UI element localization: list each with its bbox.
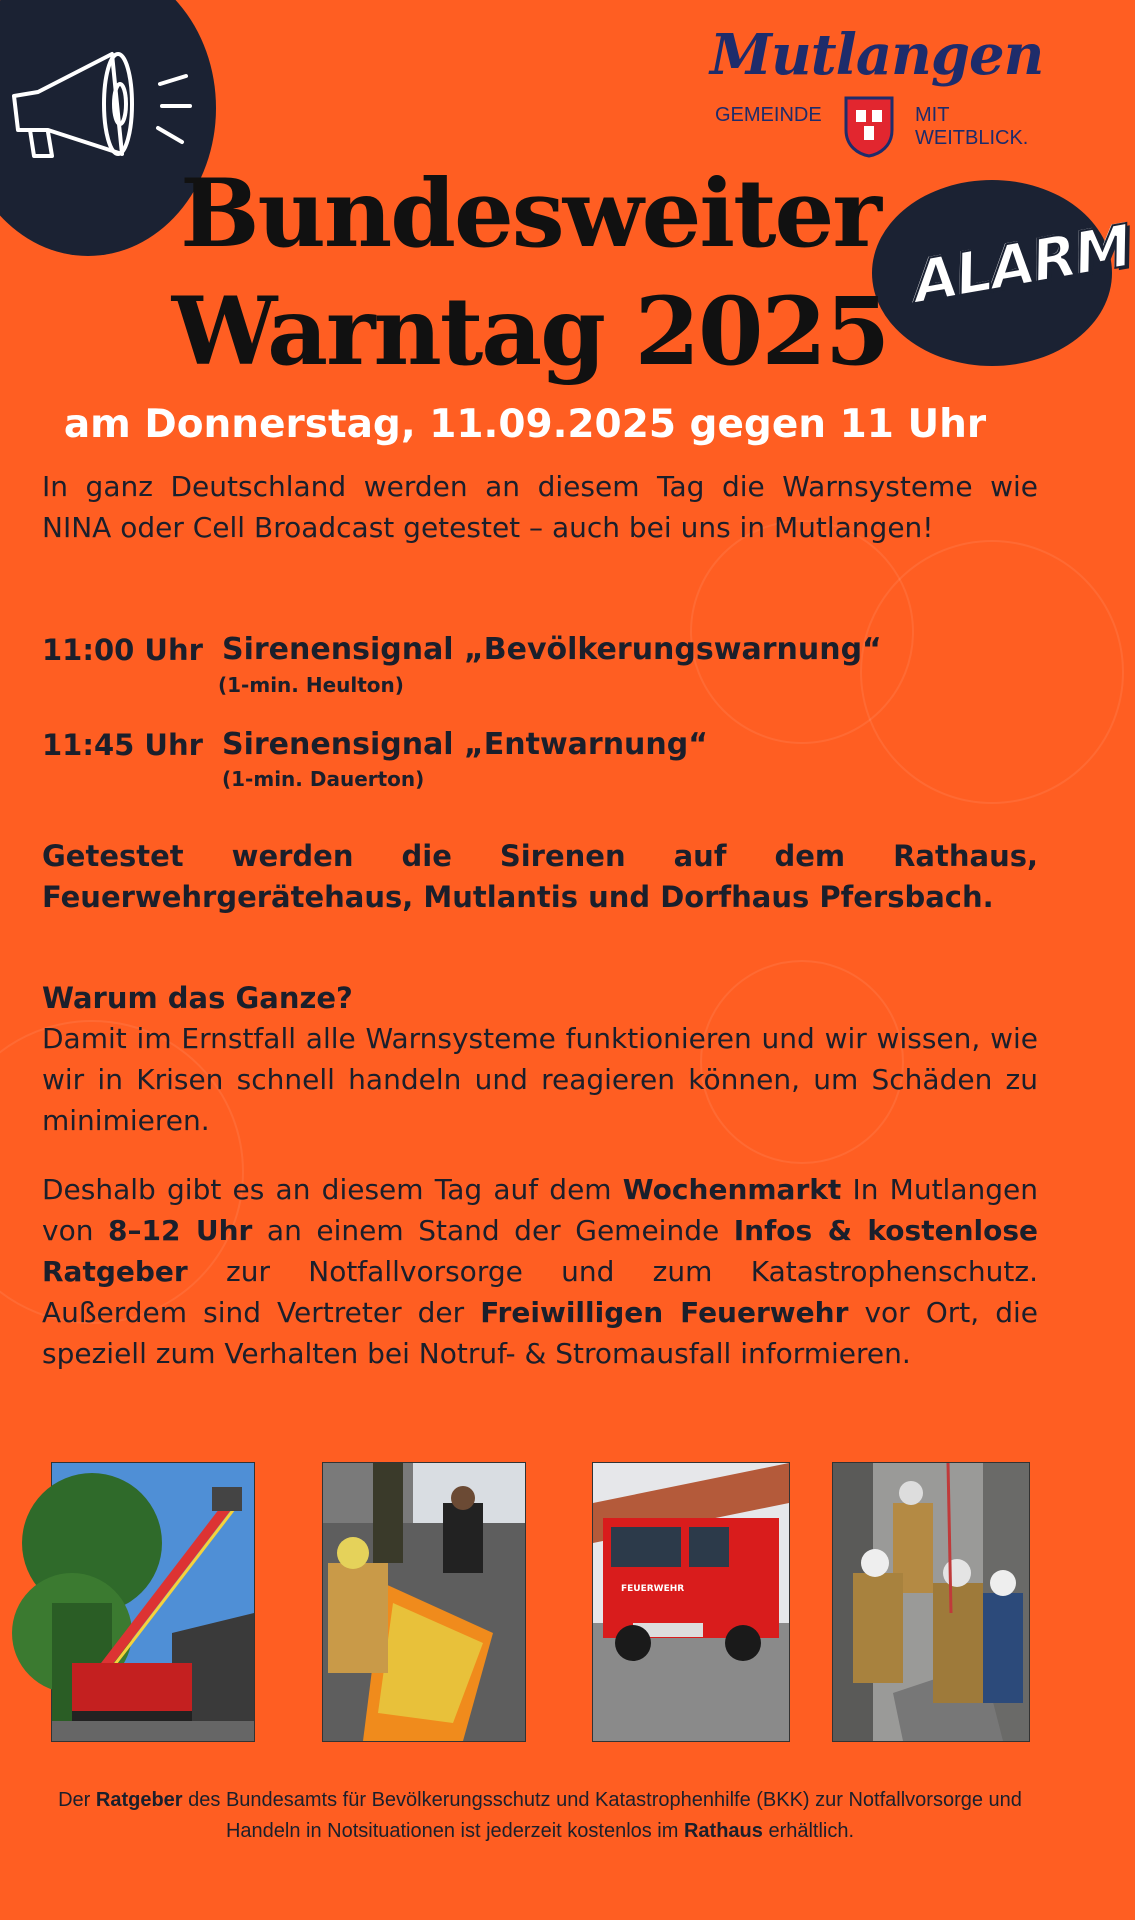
photo-firefighters-drill (832, 1462, 1030, 1742)
market-part-2: In Mutlangen von (42, 1173, 1038, 1247)
market-part-1: Deshalb gibt es an diesem Tag auf dem (42, 1173, 623, 1206)
event-date: am Donnerstag, 11.09.2025 gegen 11 Uhr (63, 402, 987, 447)
footer-part-3: erhältlich. (762, 1820, 855, 1842)
page-title (140, 155, 920, 391)
logo-right-text: MIT WEITBLICK. (915, 104, 1029, 149)
schedule-label-2: Sirenensignal „Entwarnung“ (222, 727, 708, 762)
market-text (42, 1169, 1038, 1374)
market-part-3: an einem Stand der Gemeinde (252, 1214, 734, 1247)
truck-label: FEUERWEHR (621, 1584, 685, 1594)
municipality-logo (710, 22, 1060, 152)
photo-fire-truck (592, 1462, 790, 1742)
market-bold-3: Infos & kostenlose Ratgeber (42, 1214, 1039, 1288)
alarm-label: ALARM (907, 211, 1135, 317)
footer-bold-2: Rathaus (683, 1820, 763, 1842)
schedule-time-1: 11:00 Uhr (42, 633, 203, 667)
logo-wordmark: Mutlangen (710, 22, 1044, 88)
tested-sirens-text: Getestet werden die Sirenen auf dem Rathaus, Feuerwehrgerätehaus, Mutlantis und Dorfhaus Pfersbach. (42, 839, 1038, 914)
photo-rescue-exercise (322, 1462, 526, 1742)
schedule-sub-1: (1-min. Heulton) (218, 673, 404, 697)
why-heading: Warum das Ganze? (42, 981, 353, 1015)
market-bold-1: Wochenmarkt (622, 1173, 842, 1206)
footer-part-1: Der (58, 1789, 96, 1811)
footer-bold-1: Ratgeber (95, 1789, 183, 1811)
footer-part-2: des Bundesamts für Bevölkerungsschutz und Katastrophenhilfe (BKK) zur Notfallvorsorge und Handeln in Notsituationen ist jederzeit kostenlos im (182, 1789, 1022, 1842)
decor-ring (860, 540, 1124, 804)
market-bold-4: Freiwilligen Feuerwehr (480, 1296, 849, 1329)
schedule-label-1: Sirenensignal „Bevölkerungswarnung“ (222, 632, 882, 667)
market-part-4: zur Notfallvorsorge und zum Katastrophenschutz. Außerdem sind Vertreter der (42, 1255, 1038, 1329)
photo-turntable-ladder (51, 1462, 255, 1742)
title-line-1: Bundesweiter (180, 159, 880, 269)
market-bold-2: 8–12 Uhr (108, 1214, 253, 1247)
why-text: Damit im Ernstfall alle Warnsysteme funktionieren und wir wissen, wie wir in Krisen schnell handeln und reagieren können, um Schäden zu minimieren. (42, 1022, 1038, 1137)
schedule-sub-2: (1-min. Dauerton) (222, 767, 425, 791)
title-line-2: Warntag 2025 (171, 277, 889, 387)
footer-note (36, 1785, 1044, 1847)
crest-icon (842, 94, 896, 158)
logo-left-text: GEMEINDE (715, 104, 822, 126)
intro-text: In ganz Deutschland werden an diesem Tag die Warnsysteme wie NINA oder Cell Broadcast getestet – auch bei uns in Mutlangen! (42, 470, 1038, 544)
schedule-time-2: 11:45 Uhr (42, 728, 203, 762)
market-part-5: vor Ort, die speziell zum Verhalten bei Notruf- & Stromausfall informieren. (42, 1296, 1038, 1370)
